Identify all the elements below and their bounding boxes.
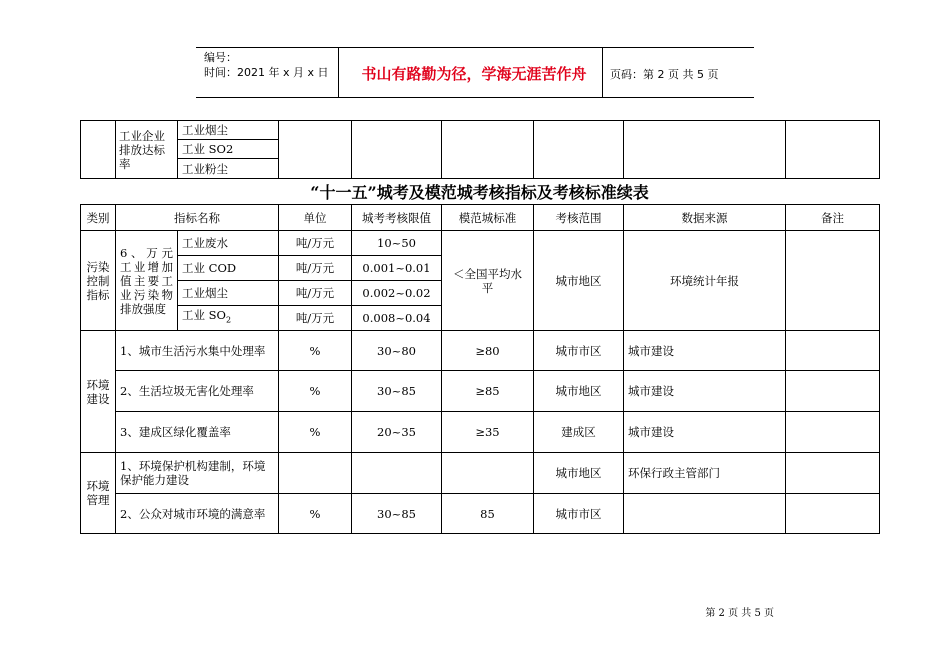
header-meta [204, 50, 329, 80]
empty-cell [279, 121, 352, 179]
number-label: 编号： [204, 51, 237, 64]
indicator-cell: 1、环境保护机构建制，环境保护能力建设 [116, 453, 279, 494]
col-header: 备注 [786, 205, 880, 231]
remark-cell [786, 231, 880, 331]
indicator-table [80, 204, 880, 534]
standard-cell: ≥85 [442, 371, 534, 412]
col-header: 城考考核限值 [352, 205, 442, 231]
unit-cell: 吨/万元 [279, 306, 352, 331]
table-row [81, 412, 880, 453]
standard-cell: ＜全国平均水平 [442, 231, 534, 331]
table-row [81, 231, 880, 256]
unit-cell [279, 453, 352, 494]
empty-cell [534, 121, 624, 179]
header-page-info: 页码：第 2 页 共 5 页 [610, 68, 719, 81]
limit-cell: 30~80 [352, 331, 442, 371]
indicator-cell: 2、生活垃圾无害化处理率 [116, 371, 279, 412]
indicator-cell: 工业 SO2 [178, 140, 279, 159]
indicator-cell: 工业烟尘 [178, 121, 279, 140]
unit-cell: 吨/万元 [279, 231, 352, 256]
source-cell: 城市建设 [624, 412, 786, 453]
empty-cell [786, 121, 880, 179]
col-header: 类别 [81, 205, 116, 231]
empty-cell [624, 121, 786, 179]
unit-cell: % [279, 331, 352, 371]
table-title: “十一五”城考及模范城考核指标及考核标准续表 [310, 183, 649, 202]
continuation-table [80, 120, 880, 179]
category-cell: 环境管理 [81, 453, 116, 534]
source-cell: 环保行政主管部门 [624, 453, 786, 494]
group-label: 6、万元工业增加值主要工业污染物排放强度 [116, 231, 178, 331]
indicator-cell: 2、公众对城市环境的满意率 [116, 494, 279, 534]
header-divider [602, 48, 603, 97]
indicator-cell: 工业废水 [178, 231, 279, 256]
empty-cell [352, 121, 442, 179]
remark-cell [786, 494, 880, 534]
col-header: 指标名称 [116, 205, 279, 231]
table-row [81, 453, 880, 494]
standard-cell: ≥80 [442, 331, 534, 371]
indicator-text: 工业 SO [182, 308, 226, 323]
indicator-cell: 工业烟尘 [178, 281, 279, 306]
limit-cell: 20~35 [352, 412, 442, 453]
limit-cell: 0.002~0.02 [352, 281, 442, 306]
group-label: 工业企业排放达标率 [116, 121, 178, 179]
source-cell [624, 494, 786, 534]
table-row [81, 331, 880, 371]
standard-cell [442, 453, 534, 494]
limit-cell: 30~85 [352, 494, 442, 534]
table-row [81, 371, 880, 412]
category-cell: 环境建设 [81, 331, 116, 453]
col-header: 模范城标准 [442, 205, 534, 231]
unit-cell: 吨/万元 [279, 256, 352, 281]
table-row [81, 494, 880, 534]
scope-cell: 城市市区 [534, 331, 624, 371]
scope-cell: 城市地区 [534, 231, 624, 331]
remark-cell [786, 371, 880, 412]
header-divider [338, 48, 339, 97]
time-label: 时间：2021 年 x 月 x 日 [204, 66, 329, 79]
standard-cell: ≥35 [442, 412, 534, 453]
col-header: 考核范围 [534, 205, 624, 231]
header-motto: 书山有路勤为径，学海无涯苦作舟 [361, 65, 587, 83]
header-row [81, 205, 880, 231]
indicator-cell: 1、城市生活污水集中处理率 [116, 331, 279, 371]
scope-cell: 城市市区 [534, 494, 624, 534]
limit-cell: 30~85 [352, 371, 442, 412]
empty-cell [81, 121, 116, 179]
indicator-cell: 3、建成区绿化覆盖率 [116, 412, 279, 453]
indicator-cell: 工业 COD [178, 256, 279, 281]
limit-cell: 10~50 [352, 231, 442, 256]
limit-cell: 0.008~0.04 [352, 306, 442, 331]
unit-cell: % [279, 371, 352, 412]
subscript: 2 [225, 315, 232, 325]
remark-cell [786, 412, 880, 453]
standard-cell: 85 [442, 494, 534, 534]
scope-cell: 城市地区 [534, 371, 624, 412]
indicator-cell [178, 306, 279, 331]
col-header: 单位 [279, 205, 352, 231]
category-cell: 污染控制指标 [81, 231, 116, 331]
source-cell: 城市建设 [624, 331, 786, 371]
col-header: 数据来源 [624, 205, 786, 231]
page-header [196, 47, 754, 98]
remark-cell [786, 453, 880, 494]
source-cell: 城市建设 [624, 371, 786, 412]
unit-cell: % [279, 412, 352, 453]
scope-cell: 城市地区 [534, 453, 624, 494]
empty-cell [442, 121, 534, 179]
scope-cell: 建成区 [534, 412, 624, 453]
page-footer: 第 2 页 共 5 页 [705, 608, 774, 619]
unit-cell: % [279, 494, 352, 534]
indicator-cell: 工业粉尘 [178, 159, 279, 179]
remark-cell [786, 331, 880, 371]
source-cell: 环境统计年报 [624, 231, 786, 331]
unit-cell: 吨/万元 [279, 281, 352, 306]
limit-cell: 0.001~0.01 [352, 256, 442, 281]
limit-cell [352, 453, 442, 494]
